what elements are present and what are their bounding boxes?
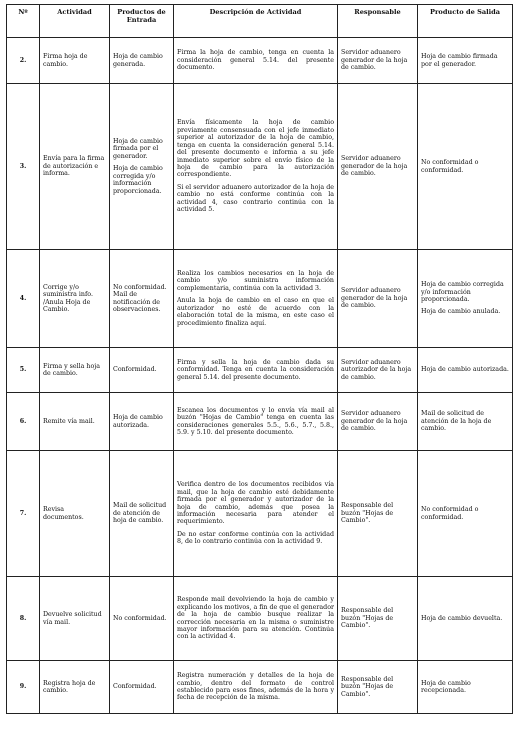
input-product-cell bbox=[110, 84, 174, 250]
table-row bbox=[7, 84, 513, 250]
step-number: 8. bbox=[7, 577, 40, 661]
step-number: 3. bbox=[7, 84, 40, 250]
input-product-cell-paragraph: Hoja de cambio autorizada. bbox=[113, 414, 163, 429]
output-product-cell bbox=[418, 348, 513, 393]
input-product-cell bbox=[110, 250, 174, 348]
input-product-cell-paragraph: No conformidad. bbox=[113, 614, 167, 622]
procedure-page bbox=[6, 4, 512, 714]
description-cell-paragraph: De no estar conforme continúa con la actividad 8, de lo contrario continúa con la actividad 9. bbox=[177, 530, 334, 546]
responsible-cell: Servidor aduanero generador de la hoja de cambio. bbox=[338, 250, 418, 348]
description-cell-paragraph: Verifica dentro de los documentos recibidos vía mail, que la hoja de cambio esté debidamente firmada por el generador y autorizador de la hoja de cambio, además que posea la información necesaria para atender el requerimiento. bbox=[177, 481, 334, 526]
activity-cell: Firma hoja de cambio. bbox=[40, 38, 110, 84]
output-product-cell bbox=[418, 451, 513, 577]
input-product-cell-paragraph: Hoja de cambio firmada por el generador. bbox=[113, 138, 163, 160]
table-row bbox=[7, 348, 513, 393]
header-actividad: Actividad bbox=[40, 5, 110, 38]
responsible-cell: Responsable del buzón "Hojas de Cambio". bbox=[338, 451, 418, 577]
output-product-cell-paragraph: Hoja de cambio anulada. bbox=[421, 308, 501, 316]
table-row bbox=[7, 393, 513, 451]
description-cell-paragraph: Si el servidor aduanero autorizador de la hoja de cambio no está conforme continúa con la actividad 4, caso contrario continúa con la actividad 5. bbox=[177, 183, 334, 214]
table-row bbox=[7, 661, 513, 714]
activity-cell: Registra hoja de cambio. bbox=[40, 661, 110, 714]
table-row bbox=[7, 577, 513, 661]
activity-cell: Envía para la firma de autorización e informa. bbox=[40, 84, 110, 250]
output-product-cell bbox=[418, 393, 513, 451]
description-cell-paragraph: Anula la hoja de cambio en el caso en que el autorizador no esté de acuerdo con la elaboración total de la misma, en este caso el procedimiento finaliza aquí. bbox=[177, 297, 334, 327]
step-number: 2. bbox=[7, 38, 40, 84]
output-product-cell-paragraph: No conformidad o conformidad. bbox=[421, 506, 479, 521]
header-salida: Producto de Salida bbox=[418, 5, 513, 38]
output-product-cell-paragraph: Mail de solicitud de atención de la hoja de cambio. bbox=[421, 410, 492, 433]
description-cell-paragraph: Envía físicamente la hoja de cambio previamente consensuada con el jefe inmediato superior al autorizador de la hoja de cambio, tenga en cuenta la consideración general 5.14. del presente documento e informa a su jefe inmediato superior sobre el envío físico de la hoja de cambio para la autorización correspondiente. bbox=[177, 119, 334, 179]
step-number: 6. bbox=[7, 393, 40, 451]
header-entrada: Productos de Entrada bbox=[110, 5, 174, 38]
output-product-cell-paragraph: Hoja de cambio autorizada. bbox=[421, 366, 509, 374]
description-cell bbox=[174, 38, 338, 84]
output-product-cell bbox=[418, 661, 513, 714]
description-cell bbox=[174, 393, 338, 451]
responsible-cell: Responsable del buzón "Hojas de Cambio". bbox=[338, 661, 418, 714]
activity-cell: Remite vía mail. bbox=[40, 393, 110, 451]
output-product-cell-paragraph: No conformidad o conformidad. bbox=[421, 159, 479, 174]
input-product-cell bbox=[110, 661, 174, 714]
step-number: 9. bbox=[7, 661, 40, 714]
table-row bbox=[7, 250, 513, 348]
output-product-cell-paragraph: Hoja de cambio firmada por el generador. bbox=[421, 53, 498, 68]
table-row bbox=[7, 451, 513, 577]
description-cell bbox=[174, 661, 338, 714]
description-cell bbox=[174, 250, 338, 348]
input-product-cell bbox=[110, 451, 174, 577]
responsible-cell: Servidor aduanero autorizador de la hoja de cambio. bbox=[338, 348, 418, 393]
table-body bbox=[7, 38, 513, 714]
output-product-cell-paragraph: Hoja de cambio corregida y/o información proporcionada. bbox=[421, 281, 504, 303]
input-product-cell-paragraph: Conformidad. bbox=[113, 683, 157, 691]
description-cell bbox=[174, 451, 338, 577]
step-number: 5. bbox=[7, 348, 40, 393]
responsible-cell: Responsable del buzón "Hojas de Cambio". bbox=[338, 577, 418, 661]
step-number: 7. bbox=[7, 451, 40, 577]
output-product-cell bbox=[418, 250, 513, 348]
input-product-cell bbox=[110, 348, 174, 393]
input-product-cell bbox=[110, 393, 174, 451]
table-row bbox=[7, 38, 513, 84]
output-product-cell bbox=[418, 577, 513, 661]
description-cell-paragraph: Realiza los cambios necesarios en la hoja de cambio y/o suministra información complementaria, continúa con la actividad 3. bbox=[177, 270, 334, 292]
description-cell-paragraph: Firma la hoja de cambio, tenga en cuenta la consideración general 5.14. del presente documento. bbox=[177, 49, 334, 72]
table-header bbox=[7, 5, 513, 38]
description-cell bbox=[174, 348, 338, 393]
activity-cell: Corrige y/o suministra info. /Anula Hoja de Cambio. bbox=[40, 250, 110, 348]
description-cell bbox=[174, 577, 338, 661]
responsible-cell: Servidor aduanero generador de la hoja de cambio. bbox=[338, 84, 418, 250]
activity-cell: Revisa documentos. bbox=[40, 451, 110, 577]
activity-cell: Firma y sella hoja de cambio. bbox=[40, 348, 110, 393]
description-cell-paragraph: Responde mail devolviendo la hoja de cambio y explicando los motivos, a fin de que el generador de la hoja de cambio busque realizar la corrección necesaria en la misma o suministre mayor información para su atención. Continúa con la actividad 4. bbox=[177, 596, 334, 641]
input-product-cell-paragraph: Mail de solicitud de atención de hoja de cambio. bbox=[113, 502, 167, 525]
description-cell-paragraph: Escanea los documentos y lo envía vía mail al buzón "Hojas de Cambio" tenga en cuenta las consideraciones generales 5.5., 5.6., 5.7., 5.8., 5.9. y 5.10. del presente documento. bbox=[177, 406, 334, 436]
output-product-cell-paragraph: Hoja de cambio recepcionada. bbox=[421, 679, 471, 694]
description-cell bbox=[174, 84, 338, 250]
procedure-table bbox=[6, 4, 513, 714]
output-product-cell-paragraph: Hoja de cambio devuelta. bbox=[421, 614, 503, 622]
header-descripcion: Descripción de Actividad bbox=[174, 5, 338, 38]
header-responsable: Responsable bbox=[338, 5, 418, 38]
input-product-cell bbox=[110, 577, 174, 661]
output-product-cell bbox=[418, 84, 513, 250]
input-product-cell-paragraph: No conformidad. Mail de notificación de observaciones. bbox=[113, 283, 167, 313]
input-product-cell bbox=[110, 38, 174, 84]
responsible-cell: Servidor aduanero generador de la hoja de cambio. bbox=[338, 393, 418, 451]
output-product-cell bbox=[418, 38, 513, 84]
step-number: 4. bbox=[7, 250, 40, 348]
input-product-cell-paragraph: Hoja de cambio generada. bbox=[113, 53, 163, 68]
responsible-cell: Servidor aduanero generador de la hoja de cambio. bbox=[338, 38, 418, 84]
header-num: Nº bbox=[7, 5, 40, 38]
description-cell-paragraph: Registra numeración y detalles de la hoja de cambio, dentro del formato de control establecido para esos fines, además de la hora y fecha de recepción de la misma. bbox=[177, 672, 334, 702]
input-product-cell-paragraph: Conformidad. bbox=[113, 366, 157, 374]
description-cell-paragraph: Firma y sella la hoja de cambio dada su conformidad. Tenga en cuenta la consideración general 5.14. del presente documento. bbox=[177, 358, 334, 381]
input-product-cell-paragraph: Hoja de cambio corregida y/o información proporcionada. bbox=[113, 165, 163, 195]
activity-cell: Devuelve solicitud vía mail. bbox=[40, 577, 110, 661]
